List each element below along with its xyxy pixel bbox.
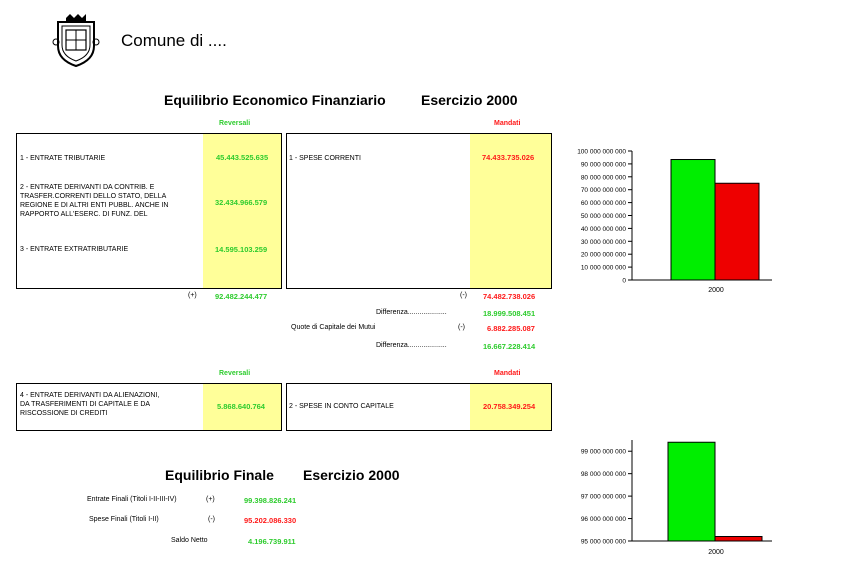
- saldo-netto-label: Saldo Netto: [171, 537, 208, 544]
- totale-entrate: 92.482.244.477: [215, 292, 268, 301]
- mandati-header-2: Mandati: [494, 370, 521, 377]
- spese-finali-label: Spese Finali (Titoli I-II): [89, 516, 159, 523]
- y-tick-label: 10 000 000 000: [580, 264, 626, 272]
- entrata-3-label: 3 - ENTRATE EXTRATRIBUTARIE: [20, 246, 129, 253]
- section3-esercizio: Esercizio 2000: [303, 467, 400, 483]
- quote-value: 6.882.285.087: [487, 324, 535, 333]
- bar-entrate-finali: [668, 442, 715, 541]
- entrata-2-label: 2 - ENTRATE DERIVANTI DA CONTRIB. E TRASFER.CORRENTI DELLO STATO, DELLA REGIONE E DI ALTRI ENTI PUBBL. ANCHE IN RAPPORTO ALL'ESERC. DI FUNZ. DEL: [20, 184, 169, 218]
- totale-spese-sign: (-): [460, 292, 467, 299]
- differenza-label: Differenza....................: [376, 309, 447, 316]
- page-title: Comune di ....: [121, 31, 227, 50]
- differenza2-label: Differenza....................: [376, 342, 447, 349]
- reversali-header: Reversali: [219, 120, 251, 127]
- entrate-capitale-box: [16, 383, 282, 431]
- y-tick-label: 40 000 000 000: [580, 225, 626, 233]
- mandati-header: Mandati: [494, 120, 521, 127]
- reversali-header-2: Reversali: [219, 370, 251, 377]
- y-tick-label: 96 000 000 000: [580, 516, 626, 524]
- bar-spese: [715, 183, 759, 280]
- entrata-4-label: 4 - ENTRATE DERIVANTI DA ALIENAZIONI, DA TRASFERIMENTI DI CAPITALE E DA RISCOSSIONE DI CREDITI: [20, 392, 160, 417]
- y-tick-label: 0: [622, 277, 626, 285]
- entrata-1-value: 45.443.525.635: [216, 153, 269, 162]
- bar-spese-finali: [715, 537, 762, 541]
- y-tick-label: 30 000 000 000: [580, 238, 626, 246]
- quote-sign: (-): [458, 324, 465, 331]
- entrata-1-label: 1 - ENTRATE TRIBUTARIE: [20, 155, 106, 162]
- entrate-finali-sign: (+): [206, 496, 215, 503]
- chart-equilibrio-economico: [560, 140, 790, 300]
- entrate-finali-value: 99.398.826.241: [244, 496, 297, 505]
- spesa-2-label: 2 - SPESE IN CONTO CAPITALE: [289, 403, 394, 410]
- section1-title: Equilibrio Economico Finanziario: [164, 92, 386, 108]
- entrata-3-value: 14.595.103.259: [215, 245, 268, 254]
- spesa-1-value: 74.433.735.026: [482, 153, 535, 162]
- totale-entrate-sign: (+): [188, 292, 197, 299]
- y-tick-label: 90 000 000 000: [580, 161, 626, 169]
- section1-esercizio: Esercizio 2000: [421, 92, 518, 108]
- y-tick-label: 95 000 000 000: [580, 538, 626, 546]
- section3-title: Equilibrio Finale: [165, 467, 274, 483]
- spesa-1-label: 1 - SPESE CORRENTI: [289, 155, 361, 162]
- x-tick-label: 2000: [708, 287, 724, 294]
- bar-entrate: [671, 160, 715, 280]
- coat-of-arms-logo: [52, 12, 100, 68]
- chart-equilibrio-finale: [560, 436, 790, 566]
- spese-finali-sign: (-): [208, 516, 215, 523]
- differenza-value: 18.999.508.451: [483, 309, 536, 318]
- entrate-finali-label: Entrate Finali (Titoli I-II-III-IV): [87, 496, 177, 503]
- spese-capitale-box: [286, 383, 552, 431]
- y-tick-label: 99 000 000 000: [580, 448, 626, 456]
- y-tick-label: 100 000 000 000: [577, 148, 626, 156]
- y-tick-label: 80 000 000 000: [580, 174, 626, 182]
- entrata-2-value: 32.434.966.579: [215, 198, 268, 207]
- entrata-4-value: 5.868.640.764: [217, 402, 265, 411]
- quote-label: Quote di Capitale dei Mutui: [291, 324, 376, 331]
- y-tick-label: 20 000 000 000: [580, 251, 626, 259]
- totale-spese: 74.482.738.026: [483, 292, 536, 301]
- entrate-correnti-box: [16, 133, 282, 289]
- spesa-2-value: 20.758.349.254: [483, 402, 536, 411]
- y-tick-label: 97 000 000 000: [580, 493, 626, 501]
- y-tick-label: 50 000 000 000: [580, 213, 626, 220]
- y-tick-label: 70 000 000 000: [580, 187, 626, 195]
- differenza2-value: 16.667.228.414: [483, 342, 536, 351]
- y-tick-label: 98 000 000 000: [580, 471, 626, 479]
- x-tick-label-2: 2000: [708, 549, 724, 556]
- saldo-netto-value: 4.196.739.911: [248, 537, 296, 546]
- spese-correnti-box: [286, 133, 552, 289]
- y-tick-label: 60 000 000 000: [580, 200, 626, 208]
- spese-finali-value: 95.202.086.330: [244, 516, 297, 525]
